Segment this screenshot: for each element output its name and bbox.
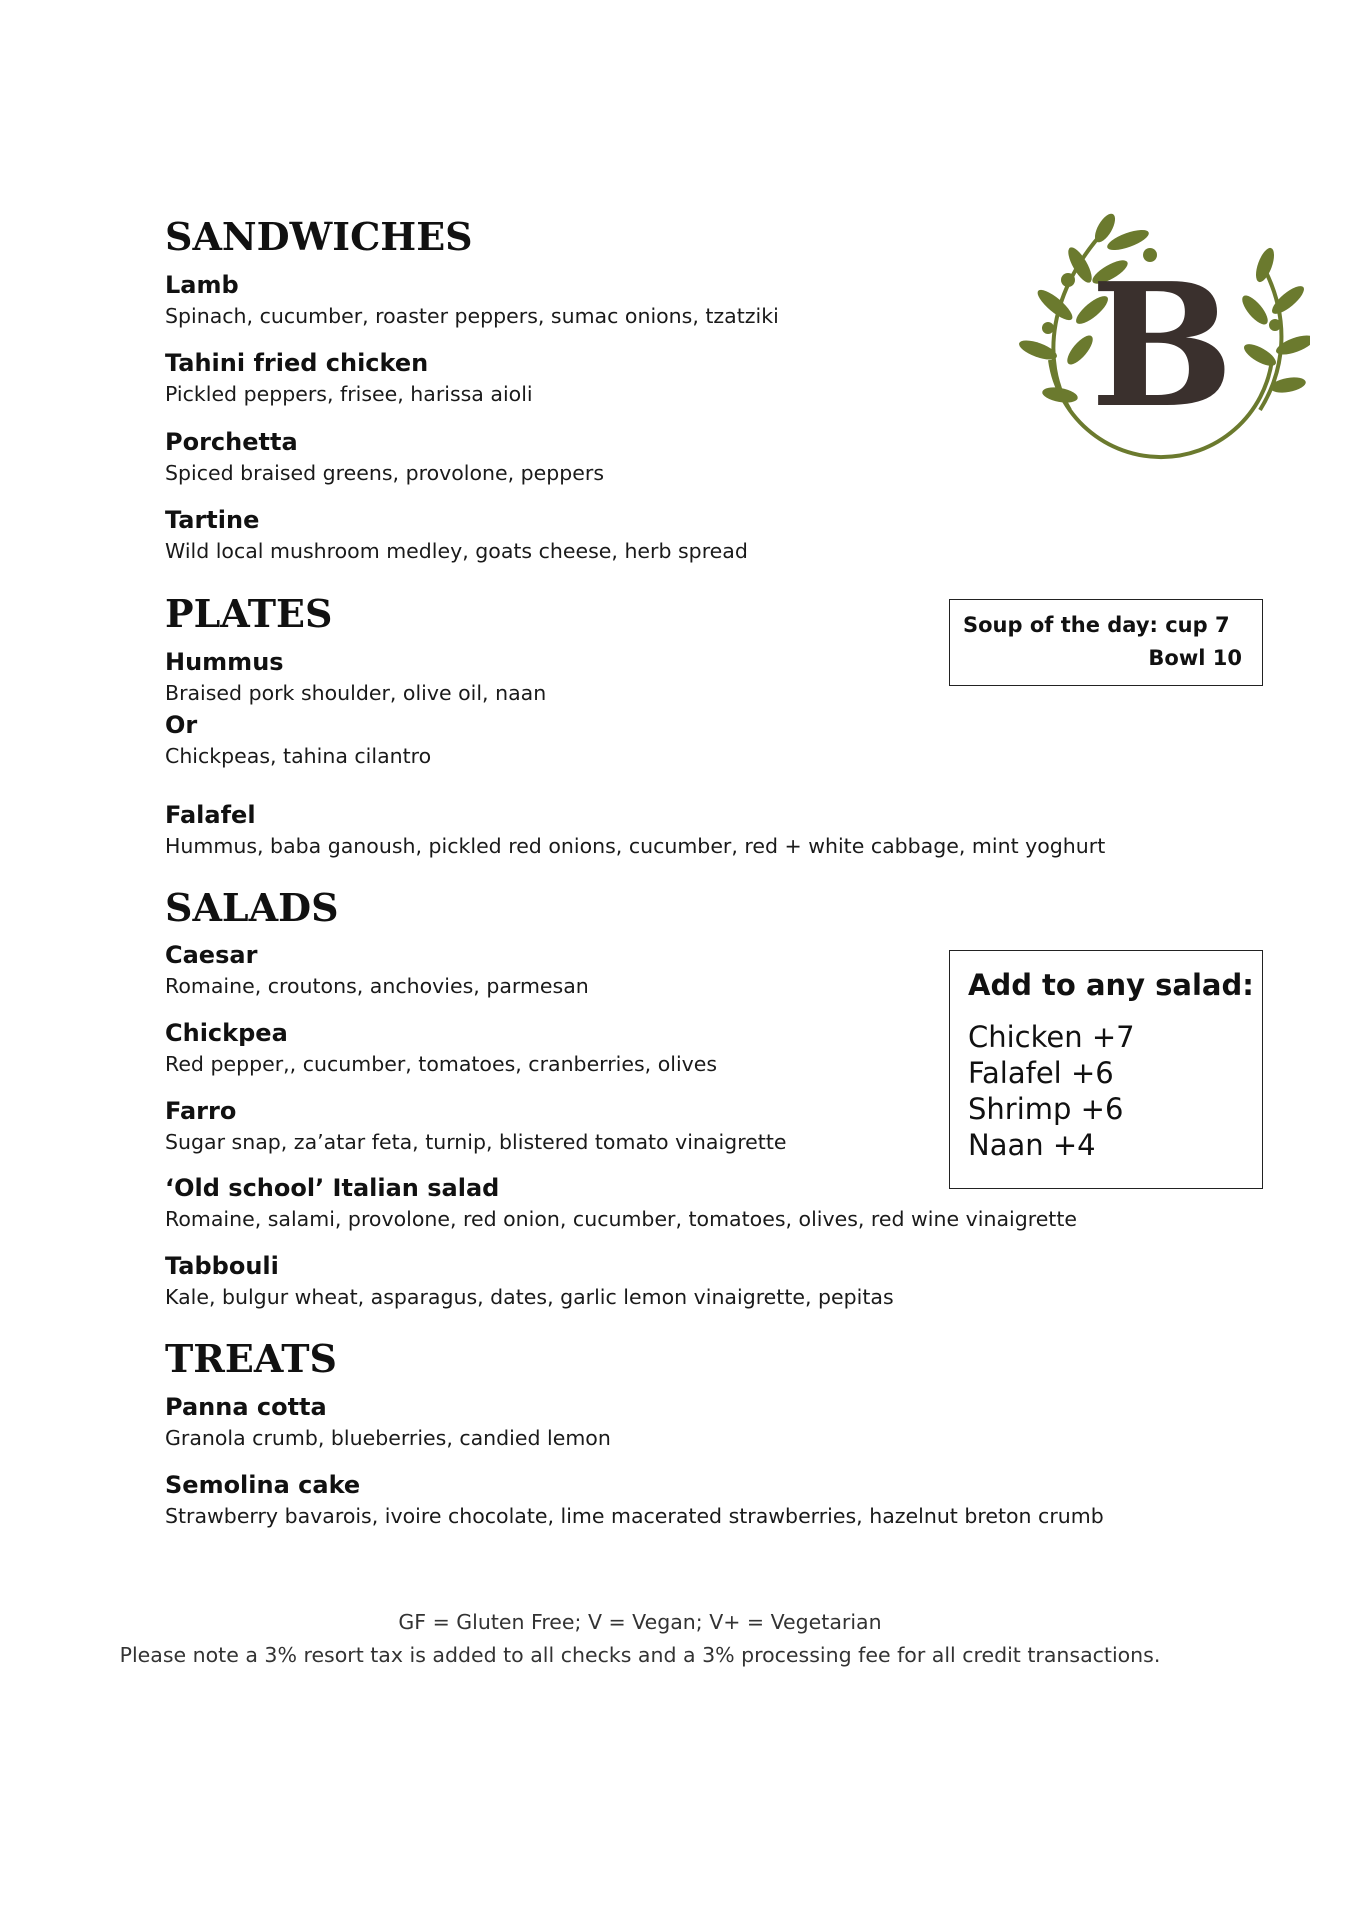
item-name: Or (165, 711, 198, 739)
item-name: Semolina cake (165, 1471, 361, 1499)
salad-addons-box (949, 950, 1263, 1189)
addon-item: Falafel +6 (968, 1056, 1114, 1090)
section-title-treats: TREATS (165, 1336, 337, 1381)
logo-letter: B (1090, 246, 1234, 446)
item-description: Pickled peppers, frisee, harissa aioli (165, 382, 533, 406)
item-description: Strawberry bavarois, ivoire chocolate, lime macerated strawberries, hazelnut breton crumb (165, 1504, 1104, 1528)
addons-list (968, 1019, 1135, 1163)
item-description: Sugar snap, za’atar feta, turnip, blistered tomato vinaigrette (165, 1130, 787, 1154)
item-description: Spiced braised greens, provolone, peppers (165, 461, 605, 485)
item-name: Falafel (165, 801, 256, 829)
item-description: Spinach, cucumber, roaster peppers, sumac onions, tzatziki (165, 304, 779, 328)
dietary-legend: GF = Gluten Free; V = Vegan; V+ = Vegetarian (398, 1610, 882, 1634)
logo (1010, 210, 1310, 470)
addon-item: Chicken +7 (968, 1020, 1135, 1054)
item-name: Porchetta (165, 428, 298, 456)
addon-item: Shrimp +6 (968, 1092, 1124, 1126)
section-title-salads: SALADS (165, 885, 339, 930)
item-description: Kale, bulgur wheat, asparagus, dates, garlic lemon vinaigrette, pepitas (165, 1285, 894, 1309)
item-name: Tabbouli (165, 1252, 279, 1280)
addons-title: Add to any salad: (968, 968, 1254, 1002)
item-description: Romaine, salami, provolone, red onion, cucumber, tomatoes, olives, red wine vinaigrette (165, 1207, 1077, 1231)
addon-item: Naan +4 (968, 1128, 1096, 1162)
item-description: Granola crumb, blueberries, candied lemon (165, 1426, 611, 1450)
section-title-sandwiches: SANDWICHES (165, 214, 473, 259)
item-name: Hummus (165, 648, 284, 676)
item-name: Lamb (165, 271, 239, 299)
soup-bowl-price: Bowl 10 (1148, 646, 1242, 670)
item-name: Farro (165, 1097, 237, 1125)
item-name: ‘Old school’ Italian salad (165, 1174, 500, 1202)
item-name: Tartine (165, 506, 260, 534)
soup-cup-price: Soup of the day: cup 7 (963, 613, 1230, 637)
item-description: Romaine, croutons, anchovies, parmesan (165, 974, 589, 998)
item-description: Hummus, baba ganoush, pickled red onions, cucumber, red + white cabbage, mint yoghurt (165, 834, 1106, 858)
item-name: Chickpea (165, 1019, 288, 1047)
tax-note: Please note a 3% resort tax is added to all checks and a 3% processing fee for all credit transactions. (119, 1643, 1161, 1667)
item-description: Wild local mushroom medley, goats cheese, herb spread (165, 539, 748, 563)
item-name: Panna cotta (165, 1393, 327, 1421)
soup-of-the-day-box (949, 599, 1263, 686)
item-name: Tahini fried chicken (165, 349, 429, 377)
section-title-plates: PLATES (165, 591, 333, 636)
item-description: Chickpeas, tahina cilantro (165, 744, 432, 768)
item-name: Caesar (165, 941, 258, 969)
item-description: Red pepper,, cucumber, tomatoes, cranberries, olives (165, 1052, 718, 1076)
item-description: Braised pork shoulder, olive oil, naan (165, 681, 547, 705)
